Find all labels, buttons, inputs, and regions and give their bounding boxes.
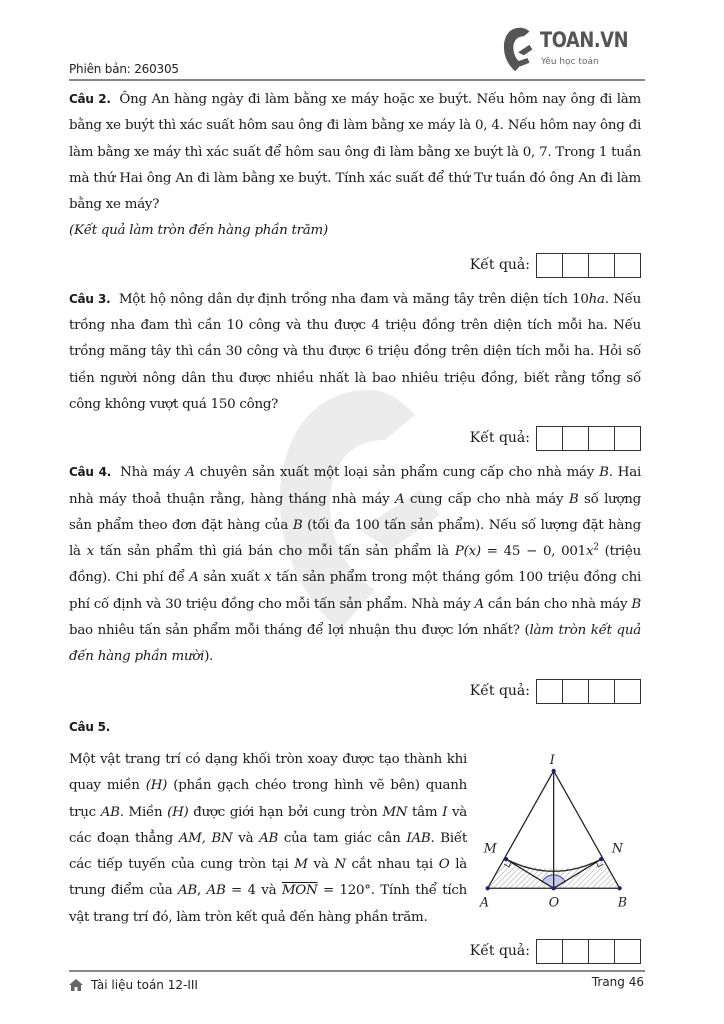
version-label: Phiên bản: 260305 xyxy=(69,62,179,76)
var-IAB: IAB xyxy=(406,830,431,846)
question-5-row xyxy=(69,747,641,931)
answer-box-4[interactable] xyxy=(615,940,640,963)
var-A: A xyxy=(474,596,484,612)
text: của tam giác cân xyxy=(278,830,407,846)
question-2-answer xyxy=(69,253,641,278)
question-5-label: Câu 5. xyxy=(69,719,111,734)
answer-box-1[interactable] xyxy=(537,680,563,703)
point-A xyxy=(486,886,490,890)
question-5-heading xyxy=(69,714,641,741)
text: (tối đa 100 tấn sản phẩm). Nếu số lượng đặt hàng là xyxy=(69,517,641,560)
text: . Hai nhà máy thoả thuận rằng, hàng tháng nhà máy xyxy=(69,465,641,507)
var-AM-BN: AM, BN xyxy=(178,830,233,846)
answer-box-4[interactable] xyxy=(615,254,640,277)
question-5 xyxy=(69,747,467,931)
question-4-answer xyxy=(69,679,641,704)
var-x: x xyxy=(264,570,272,586)
answer-box-2[interactable] xyxy=(563,254,589,277)
text: số lượng sản phẩm theo đơn đặt hàng của xyxy=(69,491,641,533)
answer-box-3[interactable] xyxy=(589,940,615,963)
answer-box-1[interactable] xyxy=(537,427,563,450)
var-O: O xyxy=(438,857,450,873)
point-O xyxy=(552,886,556,890)
answer-box-3[interactable] xyxy=(589,680,615,703)
footer-title-text: Tài liệu toán 12-III xyxy=(91,978,198,992)
question-4-label: Câu 4. xyxy=(69,465,112,480)
label-N: N xyxy=(611,840,623,856)
var-AB: AB xyxy=(100,804,120,820)
answer-boxes xyxy=(536,679,641,704)
answer-box-2[interactable] xyxy=(563,940,589,963)
var-MN: MN xyxy=(382,804,408,820)
answer-boxes xyxy=(536,253,641,278)
answer-box-4[interactable] xyxy=(615,680,640,703)
point-I xyxy=(552,769,556,773)
text: . Miền xyxy=(119,804,168,820)
page-content xyxy=(69,86,641,964)
var-x: x xyxy=(585,544,594,560)
var-M: M xyxy=(294,857,308,873)
formula-rhs: = 45 − 0, 001 xyxy=(480,544,586,560)
answer-box-4[interactable] xyxy=(615,427,640,450)
var-N: N xyxy=(334,857,346,873)
answer-label: Kết quả: xyxy=(469,256,530,273)
label-M: M xyxy=(483,840,497,856)
text: chuyên sản xuất một loại sản phẩm cung cấp cho nhà máy xyxy=(194,465,600,481)
home-icon xyxy=(69,979,83,991)
answer-boxes xyxy=(536,426,641,451)
question-2-label: Câu 2. xyxy=(69,92,111,106)
question-3-block xyxy=(69,286,641,451)
logo-mark-icon xyxy=(500,24,540,76)
unit-ha: ha xyxy=(588,291,605,307)
answer-box-2[interactable] xyxy=(563,680,589,703)
var-AB: AB xyxy=(259,830,279,846)
var-x: x xyxy=(86,544,94,560)
label-O: O xyxy=(548,894,560,910)
geometry-figure xyxy=(476,749,641,914)
question-5-block xyxy=(69,714,641,964)
angle-MON: $\overline{MON}$ xyxy=(281,883,318,899)
text: = 4 xyxy=(225,883,256,899)
var-B: B xyxy=(631,596,641,612)
text: và xyxy=(255,883,282,899)
var-A: A xyxy=(395,491,405,507)
text: = 120° xyxy=(317,883,371,899)
var-H: (H) xyxy=(167,804,189,820)
answer-box-1[interactable] xyxy=(537,940,563,963)
var-AB: AB xyxy=(206,883,226,899)
answer-box-3[interactable] xyxy=(589,254,615,277)
logo-subtitle: Yêu học toán xyxy=(541,57,599,67)
var-A: A xyxy=(189,570,199,586)
var-B: B xyxy=(568,491,579,507)
answer-box-1[interactable] xyxy=(537,254,563,277)
text: được giới hạn bởi cung tròn xyxy=(188,804,383,820)
text: cắt nhau tại xyxy=(345,857,439,873)
label-A: A xyxy=(479,894,489,910)
label-B: B xyxy=(617,894,627,910)
text: (triệu đồng). Chi phí để xyxy=(69,544,641,586)
header-divider xyxy=(69,79,645,81)
question-2 xyxy=(69,86,641,218)
answer-boxes xyxy=(536,939,641,964)
var-H: (H) xyxy=(145,778,168,794)
text: tấn sản phẩm trong một tháng gồm 100 triệu đồng chi phí cố định và 30 triệu đồng cho mỗi tấn sản phẩm. Nhà máy xyxy=(69,570,641,612)
question-3-answer xyxy=(69,426,641,451)
answer-label: Kết quả: xyxy=(469,430,530,447)
text: Một vật trang trí có dạng khối tròn xoay được tạo thành khi quay miền xyxy=(69,751,467,794)
page-number: Trang 46 xyxy=(591,975,644,989)
text: và xyxy=(307,857,335,873)
footer-divider xyxy=(69,970,645,972)
logo-title: TOAN.VN xyxy=(540,28,629,52)
text: cần bán cho nhà máy xyxy=(483,596,632,612)
answer-label: Kết quả: xyxy=(469,943,530,960)
question-4-block xyxy=(69,459,641,703)
formula-lhs: P(x) xyxy=(454,544,481,560)
answer-box-3[interactable] xyxy=(589,427,615,450)
toanvn-logo xyxy=(500,24,650,76)
label-I: I xyxy=(549,751,555,767)
text: tấn sản phẩm thì giá bán cho mỗi tấn sản phẩm là xyxy=(93,544,455,560)
text: cung cấp cho nhà máy xyxy=(404,491,569,507)
text: và các đoạn thẳng xyxy=(69,804,467,846)
answer-label: Kết quả: xyxy=(469,682,530,699)
text: ). xyxy=(204,649,214,665)
formula-exponent: 2 xyxy=(593,542,599,553)
text: Nhà máy xyxy=(120,465,186,481)
question-4-note: làm tròn kết quả đến hàng phần mười xyxy=(69,623,641,665)
var-B: B xyxy=(599,465,609,481)
text: là trung điểm của xyxy=(69,857,467,899)
text: tâm xyxy=(407,804,443,820)
question-4 xyxy=(69,459,641,670)
question-3-text-b: . Nếu trồng nha đam thì cần 10 công và thu được 4 triệu đồng trên diện tích mỗi ha. Nếu trồng măng tây thì cần 30 công và thu được 6 triệu đồng trên diện tích mỗi ha. Hỏi số tiền người nông dân thu được nhiều nhất là bao nhiêu triệu đồng, biết rằng tổng số công không vượt quá 150 công? xyxy=(69,291,641,412)
question-2-note-line xyxy=(69,218,641,244)
point-M xyxy=(504,857,508,861)
var-B: B xyxy=(292,517,303,533)
question-3-label: Câu 3. xyxy=(69,291,111,306)
point-N xyxy=(599,857,603,861)
question-5-answer xyxy=(69,939,641,964)
var-A: A xyxy=(185,465,195,481)
text: và xyxy=(232,830,260,846)
footer-doc-title xyxy=(69,977,198,993)
text: (phần gạch chéo trong hình vẽ bên) quanh trục xyxy=(69,778,467,820)
var-AB: AB xyxy=(178,883,198,899)
text: , xyxy=(197,883,207,899)
point-B xyxy=(618,886,622,890)
text: . Tính thể tích vật trang trí đó, làm tròn kết quả đến hàng phần trăm. xyxy=(69,883,467,925)
text: sản xuất xyxy=(198,570,265,586)
question-2-text: Ông An hàng ngày đi làm bằng xe máy hoặc xe buýt. Nếu hôm nay ông đi làm bằng xe buýt thì xác suất hôm sau ông đi làm bằng xe máy là 0, 4. Nếu hôm nay ông đi làm bằng xe máy thì xác suất để hôm sau ông đi làm bằng xe buýt là 0, 7. Trong 1 tuần mà thứ Hai ông An đi làm bằng xe buýt. Tính xác suất để thứ Tư tuần đó ông An đi làm bằng xe máy? xyxy=(69,92,641,213)
question-3-text-a: Một hộ nông dân dự định trồng nha đam và măng tây trên diện tích 10 xyxy=(118,291,589,307)
answer-box-2[interactable] xyxy=(563,427,589,450)
var-I: I xyxy=(442,804,448,820)
text: . Biết các tiếp tuyến của cung tròn tại xyxy=(69,830,468,873)
text: bao nhiêu tấn sản phẩm mỗi tháng để lợi nhuận thu được lớn nhất? ( xyxy=(69,623,530,639)
question-2-note: (Kết quả làm tròn đến hàng phần trăm) xyxy=(69,223,328,239)
question-3 xyxy=(69,286,641,418)
question-2-block xyxy=(69,86,641,278)
